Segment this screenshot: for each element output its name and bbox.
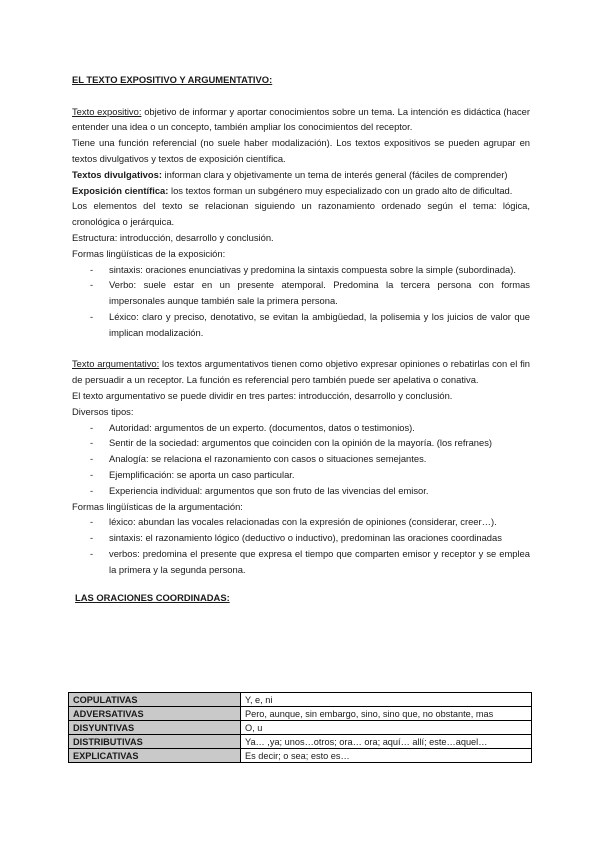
list-item: - léxico: abundan las vocales relacionadas con la expresión de opiniones (considerar, creer…).: [72, 514, 530, 530]
list-item: - Ejemplificación: se aporta un caso particular.: [72, 467, 530, 483]
expositivo-intro: objetivo de informar y aportar conocimientos sobre un tema. La intención es didáctica (hacer entender una idea o un concepto, también ampliar los conocimientos del receptor.: [72, 105, 530, 133]
expositivo-estructura: Estructura: introducción, desarrollo y conclusión.: [72, 231, 274, 243]
nexos-cell: Es decir; o sea; esto es…: [241, 749, 532, 763]
table-row: [69, 707, 532, 721]
document-title: EL TEXTO EXPOSITIVO Y ARGUMENTATIVO:: [72, 74, 273, 85]
coordinadas-table: [68, 692, 532, 763]
tipo-cell: ADVERSATIVAS: [69, 707, 241, 721]
tipo-cell: EXPLICATIVAS: [69, 749, 241, 763]
cientifica-text: los textos forman un subgénero muy especializado con un grado alto de dificultad.: [168, 184, 513, 196]
list-item: - verbos: predomina el presente que expresa el tiempo que comparten emisor y receptor y se emplea la primera y la segunda persona.: [72, 546, 530, 578]
argumentativo-partes: El texto argumentativo se puede dividir en tres partes: introducción, desarrollo y conclusión.: [72, 389, 453, 401]
table-row: [69, 693, 532, 707]
cientifica-paragraph: [72, 183, 530, 199]
argumentativo-definition: [72, 356, 530, 388]
nexos-cell: Y, e, ni: [241, 693, 532, 707]
list-item: - sintaxis: oraciones enunciativas y predomina la sintaxis compuesta sobre la simple (subordinada).: [72, 262, 530, 278]
list-item: - Léxico: claro y preciso, denotativo, se evitan la ambigüedad, la polisemia y los juicios de valor que implican modalización.: [72, 309, 530, 341]
list-item: - Analogía: se relaciona el razonamiento con casos o situaciones semejantes.: [72, 451, 530, 467]
tipo-cell: DISYUNTIVAS: [69, 721, 241, 735]
divulgativos-paragraph: [72, 167, 530, 183]
argumentativo-formas-list: [72, 514, 530, 577]
list-item: - sintaxis: el razonamiento lógico (deductivo o inductivo), predominan las oraciones coordinadas: [72, 530, 530, 546]
divulgativos-text: informan clara y objetivamente un tema de interés general (fáciles de comprender): [161, 168, 508, 180]
divulgativos-term: Textos divulgativos:: [72, 168, 162, 180]
expositivo-definition: [72, 104, 530, 136]
argumentativo-tipos-list: [72, 420, 530, 499]
expositivo-formas-heading: Formas lingüísticas de la exposición:: [72, 247, 226, 259]
argumentativo-formas-heading: Formas lingüísticas de la argumentación:: [72, 500, 243, 512]
expositivo-formas-list: [72, 262, 530, 341]
list-item: - Verbo: suele estar en un presente atemporal. Predomina la tercera persona con formas impersonales aunque también sale la primera persona.: [72, 277, 530, 309]
coordinadas-title: LAS ORACIONES COORDINADAS:: [75, 591, 230, 603]
nexos-cell: Ya… ,ya; unos…otros; ora… ora; aquí… allí; este…aquel…: [241, 735, 532, 749]
argumentativo-intro: los textos argumentativos tienen como objetivo expresar opiniones o rebatirlas con el fin de persuadir a un receptor. La función es referencial pero también puede ser apelativa o conativa.: [72, 358, 531, 386]
list-item: - Experiencia individual: argumentos que son fruto de las vivencias del emisor.: [72, 483, 530, 499]
table-row: [69, 749, 532, 763]
nexos-cell: O, u: [241, 721, 532, 735]
tipo-cell: COPULATIVAS: [69, 693, 241, 707]
document-body: [72, 72, 530, 605]
expositivo-term: Texto expositivo:: [72, 105, 142, 117]
expositivo-funcion: Tiene una función referencial (no suele haber modalización). Los textos expositivos se pueden agrupar en textos divulgativos y textos de exposición científica.: [72, 137, 530, 164]
list-item: - Sentir de la sociedad: argumentos que coinciden con la opinión de la mayoría. (los refranes): [72, 435, 530, 451]
nexos-cell: Pero, aunque, sin embargo, sino, sino que, no obstante, mas: [241, 707, 532, 721]
list-item: - Autoridad: argumentos de un experto. (documentos, datos o testimonios).: [72, 420, 530, 436]
expositivo-elementos: Los elementos del texto se relacionan siguiendo un razonamiento ordenado según el tema: lógica, cronológica o jerárquica.: [72, 200, 530, 228]
table-row: [69, 721, 532, 735]
argumentativo-tipos-heading: Diversos tipos:: [72, 405, 134, 417]
table-row: [69, 735, 532, 749]
argumentativo-term: Texto argumentativo:: [72, 358, 160, 370]
tipo-cell: DISTRIBUTIVAS: [69, 735, 241, 749]
cientifica-term: Exposición científica:: [72, 184, 169, 196]
